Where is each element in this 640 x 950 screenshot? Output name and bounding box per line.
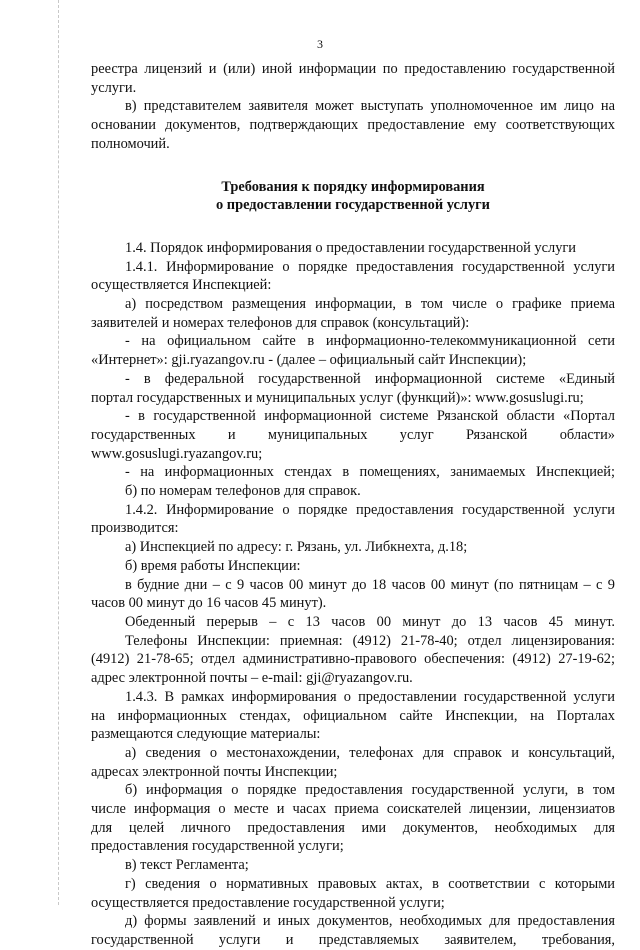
paragraph-line: а) Инспекцией по адресу: г. Рязань, ул. Либкнехта, д.18; bbox=[125, 539, 468, 556]
paragraph-line: 1.4.2. Информирование о порядке предоставления государственной услуги bbox=[125, 501, 615, 518]
paragraph-line: в будние дни – с 9 часов 00 минут до 18 часов 00 минут (по пятницам – с 9 bbox=[125, 576, 615, 593]
paragraph-line: 1.4.1. Информирование о порядке предоставления государственной услуги bbox=[125, 258, 615, 275]
paragraph-line: государственных и муниципальных услуг Рязанской области» bbox=[91, 426, 615, 443]
document-body bbox=[91, 60, 615, 950]
page-number: 3 bbox=[317, 37, 323, 51]
paragraph-line: - в федеральной государственной информационной системе «Единый bbox=[125, 370, 615, 387]
paragraph-line: на информационных стендах, официальном сайте Инспекции, на Порталах bbox=[91, 707, 615, 724]
paragraph-line: - на информационных стендах в помещениях, занимаемых Инспекцией; bbox=[125, 464, 615, 481]
paragraph-line: д) формы заявлений и иных документов, необходимых для предоставления bbox=[125, 913, 615, 930]
paragraph-line: - на официальном сайте в информационно-телекоммуникационной сети bbox=[125, 333, 615, 350]
paragraph-line: г) сведения о нормативных правовых актах, в соответствии с которыми bbox=[125, 875, 615, 892]
paragraph-line: «Интернет»: gji.ryazangov.ru - (далее – официальный сайт Инспекции); bbox=[91, 352, 527, 369]
paragraph-line: реестра лицензий и (или) иной информации по предоставлению государственной bbox=[91, 61, 615, 77]
paragraph-line: услуги. bbox=[91, 79, 137, 96]
paragraph-line: www.gosuslugi.ryazangov.ru; bbox=[91, 445, 263, 462]
paragraph-line: осуществляется предоставление государственной услуги; bbox=[91, 894, 445, 911]
paragraph-line: производится: bbox=[91, 520, 179, 537]
paragraph-line: а) сведения о местонахождении, телефонах для справок и консультаций, bbox=[125, 744, 615, 761]
section-heading: о предоставлении государственной услуги bbox=[216, 197, 490, 214]
paragraph-line: б) время работы Инспекции: bbox=[125, 557, 301, 574]
paragraph-line: 1.4. Порядок информирования о предоставлении государственной услуги bbox=[125, 239, 576, 256]
paragraph-line: числе информация о месте и часах приема соискателей лицензии, лицензиатов bbox=[91, 801, 615, 818]
paragraph-line: Телефоны Инспекции: приемная: (4912) 21-78-40; отдел лицензирования: bbox=[125, 632, 615, 649]
paragraph-line: полномочий. bbox=[91, 135, 170, 152]
paragraph-line: заявителей и номерах телефонов для справок (консультаций): bbox=[91, 314, 470, 331]
paragraph-line: б) по номерам телефонов для справок. bbox=[125, 483, 361, 500]
paragraph-line: предоставления государственной услуги; bbox=[91, 838, 344, 855]
paragraph-line: основании документов, подтверждающих предоставление ему соответствующих bbox=[91, 117, 615, 134]
paragraph-line: адрес электронной почты – e-mail: gji@ryazangov.ru. bbox=[91, 670, 413, 687]
section-heading: Требования к порядку информирования bbox=[221, 178, 485, 195]
paragraph-line: государственной услуги и представляемых заявителем, требования, bbox=[91, 931, 615, 948]
scan-edge-line bbox=[58, 0, 59, 905]
paragraph-line: в) текст Регламента; bbox=[125, 857, 249, 874]
paragraph-line: (4912) 21-78-65; отдел административно-правового обеспечения: (4912) 27-19-62; bbox=[91, 651, 615, 668]
paragraph-line: б) информация о порядке предоставления государственной услуги, в том bbox=[125, 782, 615, 799]
paragraph-line: Обеденный перерыв – с 13 часов 00 минут до 13 часов 45 минут. bbox=[125, 613, 615, 630]
paragraph-line: в) представителем заявителя может выступать уполномоченное им лицо на bbox=[125, 98, 615, 115]
paragraph-line: - в государственной информационной системе Рязанской области «Портал bbox=[125, 408, 615, 425]
paragraph-line: осуществляется Инспекцией: bbox=[91, 277, 272, 294]
paragraph-line: размещаются следующие материалы: bbox=[91, 726, 321, 743]
paragraph-line: для целей личного предоставления ими документов, необходимых для bbox=[91, 819, 615, 836]
paragraph-line: часов 00 минут до 16 часов 45 минут). bbox=[91, 595, 327, 612]
paragraph-line: 1.4.3. В рамках информирования о предоставлении государственной услуги bbox=[125, 688, 615, 705]
paragraph-line: а) посредством размещения информации, в том числе о графике приема bbox=[125, 296, 615, 313]
paragraph-line: адресах электронной почты Инспекции; bbox=[91, 763, 338, 780]
paragraph-line: портал государственных и муниципальных услуг (функций)»: www.gosuslugi.ru; bbox=[91, 389, 584, 406]
